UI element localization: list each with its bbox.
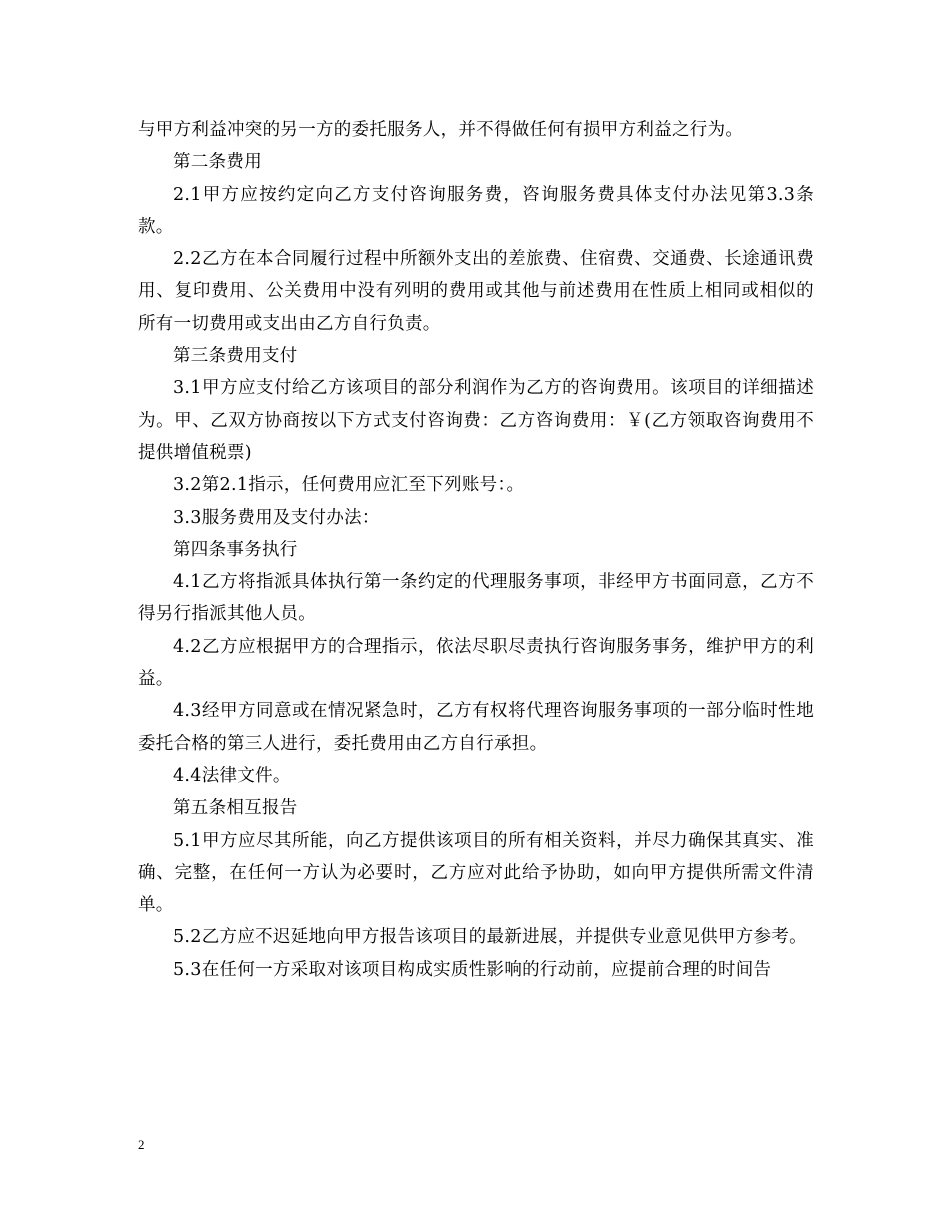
paragraph: 5.2乙方应不迟延地向甲方报告该项目的最新进展，并提供专业意见供甲方参考。 — [173, 927, 807, 948]
paragraph: 3.1甲方应支付给乙方该项目的部分利润作为乙方的咨询费用。该项目的详细描述为。甲、乙双方协商按以下方式支付咨询费：乙方咨询费用：￥(乙方领取咨询费用不提供增值税票) — [138, 378, 814, 463]
paragraph: 3.3服务费用及支付办法： — [173, 507, 380, 528]
paragraph: 与甲方利益冲突的另一方的委托服务人，并不得做任何有损甲方利益之行为。 — [138, 120, 744, 140]
paragraph: 5.1甲方应尽其所能，向乙方提供该项目的所有相关资料，并尽力确保其真实、准确、完整，在任何一方认为必要时，乙方应对此给予协助，如向甲方提供所需文件清单。 — [138, 830, 814, 916]
paragraph: 3.2第2.1指示，任何费用应汇至下列账号：。 — [173, 475, 525, 496]
document-body — [138, 114, 814, 986]
paragraph: 4.1乙方将指派具体执行第一条约定的代理服务事项，非经甲方书面同意，乙方不得另行指派其他人员。 — [138, 572, 814, 625]
paragraph: 4.4法律文件。 — [173, 765, 291, 786]
paragraph: 第四条事务执行 — [173, 539, 298, 560]
paragraph: 2.2乙方在本合同履行过程中所额外支出的差旅费、住宿费、交通费、长途通讯费用、复印费用、公关费用中没有列明的费用或其他与前述费用在性质上相同或相似的所有一切费用或支出由乙方自行负责。 — [138, 249, 814, 334]
paragraph: 5.3在任何一方采取对该项目构成实质性影响的行动前，应提前合理的时间告 — [173, 959, 772, 980]
paragraph: 第五条相互报告 — [173, 798, 298, 819]
paragraph: 4.3经甲方同意或在情况紧急时，乙方有权将代理咨询服务事项的一部分临时性地委托合格的第三人进行，委托费用由乙方自行承担。 — [138, 701, 814, 754]
paragraph: 4.2乙方应根据甲方的合理指示，依法尽职尽责执行咨询服务事务，维护甲方的利益。 — [138, 636, 814, 690]
paragraph: 第二条费用 — [173, 152, 262, 173]
paragraph: 2.1甲方应按约定向乙方支付咨询服务费，咨询服务费具体支付办法见第3.3条款。 — [138, 184, 814, 237]
paragraph: 第三条费用支付 — [173, 346, 298, 367]
page-number: 2 — [138, 1137, 145, 1152]
